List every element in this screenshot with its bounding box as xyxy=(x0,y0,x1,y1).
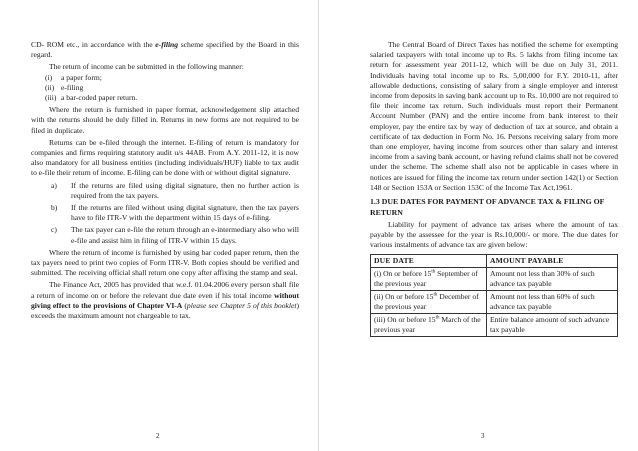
paragraph-submission-manner: The return of income can be submitted in the following manner: xyxy=(49,62,244,72)
paragraph-advance-tax-liability: Liability for payment of advance tax arises where the amount of tax payable by the assessee for the year is Rs.10,000/- or more. The due dates for various instalments of advance tax are given below: xyxy=(370,220,618,250)
list-item: a) If the returns are filed using digital signature, then no further action is required from the tax payers. xyxy=(51,180,299,200)
paragraph-efiling-scheme: CD- ROM etc., in accordance with the e-filing scheme specified by the Board in this regard. xyxy=(31,40,299,60)
list-item: (ii) e-filing xyxy=(45,82,84,92)
table-row xyxy=(371,313,618,336)
right-page-text xyxy=(370,40,618,337)
table-row xyxy=(371,290,618,313)
return-modes-list xyxy=(31,73,299,104)
efiling-emphasis: e-filing xyxy=(155,40,179,49)
list-item: (i) a paper form; xyxy=(45,72,102,82)
table-header-cell: DUE DATE xyxy=(371,254,487,267)
paragraph-cbdt-scheme: The Central Board of Direct Taxes has notified the scheme for exempting salaried taxpayers with total income up to Rs. 5 lakhs from filing income tax return for assessment year 2011-12, which will be due on July 31, 2011. Individuals having total income up to Rs. 5,00,000 for F.Y. 2010-11, after allowable deductions, consisting of salary from a single employer and interest income from deposits in saving bank account up to Rs. 10,000 are not required to file their income tax return. Such individuals must report their Permanent Account Number (PAN) and the entire income from bank interest to their employer, pay the entire tax by way of deduction of tax at source, and obtain a certificate of tax deduction in Form No. 16. Persons receiving salary from more than one employer, having income from sources other than salary and interest income from a saving bank account, or having refund claims shall not be covered under the scheme. The scheme shall also not be applicable in cases where in notices are issued for filing the income tax return under section 142(1) or Section 148 or Section 153A or Section 153C of the Income Tax Act,1961. xyxy=(370,40,618,192)
paragraph-paper-format: Where the return is furnished in paper format, acknowledgement slip attached with the returns should be duly filled in. Returns in new forms are not required to be filed in duplicate. xyxy=(31,105,299,135)
table-header-cell: AMOUNT PAYABLE xyxy=(487,254,618,267)
advance-tax-table xyxy=(370,254,618,337)
efile-options-list xyxy=(31,181,299,246)
paragraph-bar-coded-return: Where the return of income is furnished by using bar coded paper return, then the tax payers need to print two copies of Form ITR-V. Both copies should be verified and submitted. The receiving official shall return one copy after affixing the stamp and seal. xyxy=(31,247,299,278)
due-date-cell: (i) On or before 15th September of the previous year xyxy=(371,267,487,290)
amount-cell: Amount not less than 60% of such advance tax payable xyxy=(487,290,618,313)
left-page-text xyxy=(31,40,299,321)
amount-cell: Entire balance amount of such advance tax payable xyxy=(487,313,618,336)
page-number: 2 xyxy=(156,432,160,440)
paragraph-efiling-internet: Returns can be e-filed through the internet. E-filing of return is mandatory for companies and firms requiring statutory audit u/s 44AB. From A.Y. 2011-12, it is now also mandatory for all business entities (including individuals/HUF) liable to tax audit to e-file their return of income. E-filing can be done with or without digital signature. xyxy=(31,137,299,178)
list-item: (iii) a bar-coded paper return. xyxy=(45,93,138,103)
list-item: c) The tax payer can e-file the return through an e-intermediary also who will e-file and assist him in filing of ITR-V within 15 days. xyxy=(51,225,299,245)
table-row xyxy=(371,267,618,290)
due-date-cell: (ii) On or before 15th December of the previous year xyxy=(371,290,487,313)
right-page xyxy=(319,0,638,451)
amount-cell: Amount not less than 30% of such advance tax payable xyxy=(487,267,618,290)
paragraph-finance-act: The Finance Act, 2005 has provided that w.e.f. 01.04.2006 every person shall file a return of income on or before the relevant due date even if his total income without giving effect to the provisions of Chapter VI-A (please see Chapter 5 of this booklet) exceeds the maximum amount not chargeable to tax. xyxy=(31,280,299,321)
list-item: b) If the returns are filed without using digital signature, then the tax payers have to file ITR-V with the department within 15 days of e-filing. xyxy=(51,203,299,223)
table-header-row xyxy=(371,254,618,267)
page-number: 3 xyxy=(481,432,485,440)
due-date-cell: (iii) On or before 15th March of the previous year xyxy=(371,313,487,336)
section-heading: 1.3 DUE DATES FOR PAYMENT OF ADVANCE TAX & FILING OF RETURN xyxy=(370,197,605,217)
